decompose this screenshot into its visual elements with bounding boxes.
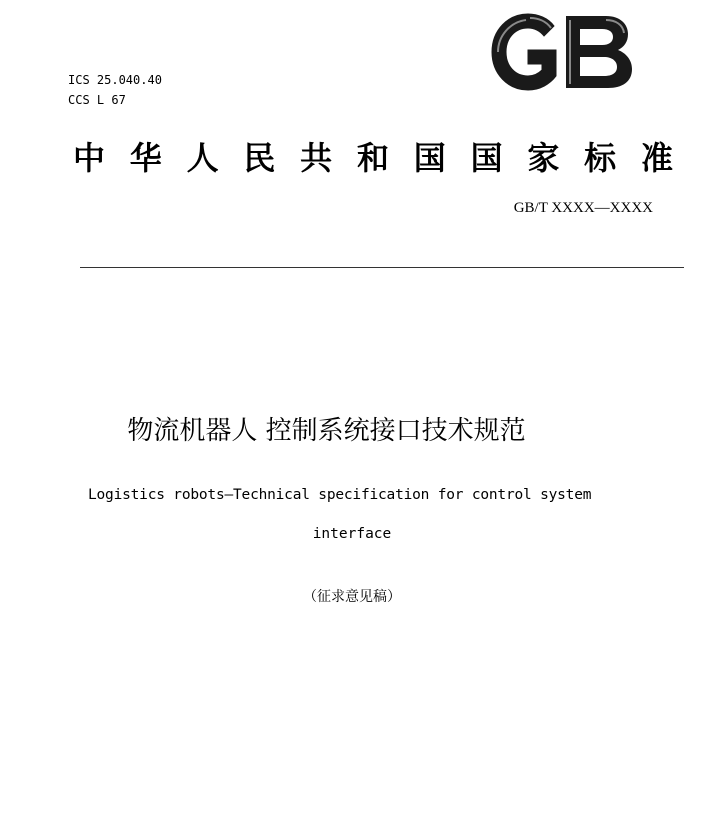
- heading-char: 民: [243, 139, 276, 177]
- chinese-title: [0, 412, 703, 450]
- ics-code: ICS 25.040.40: [68, 73, 162, 87]
- draft-status-text: （征求意见稿）: [303, 589, 401, 605]
- heading-char: 华: [129, 139, 162, 177]
- heading-char: 家: [527, 139, 560, 177]
- header-divider: [80, 267, 684, 268]
- heading-char: 准: [640, 139, 673, 177]
- gb-logo: [488, 12, 636, 92]
- english-title-line-2: [0, 525, 703, 543]
- english-title-line-1: Logistics robots—Technical specification for control system: [88, 487, 592, 503]
- heading-char: 国: [413, 139, 446, 177]
- draft-status: [0, 588, 703, 606]
- english-title-line-2-text: interface: [312, 526, 392, 542]
- heading-char: 和: [356, 139, 389, 177]
- heading-char: 标: [584, 139, 617, 177]
- chinese-title-text: 物流机器人 控制系统接口技术规范: [127, 416, 526, 446]
- heading-char: 国: [470, 139, 503, 177]
- ccs-code: CCS L 67: [68, 93, 126, 107]
- heading-char: 人: [186, 139, 219, 177]
- standard-number: GB/T XXXX—XXXX: [513, 200, 653, 216]
- national-standard-heading: [70, 136, 676, 180]
- heading-char: 共: [300, 139, 333, 177]
- heading-char: 中: [72, 139, 105, 177]
